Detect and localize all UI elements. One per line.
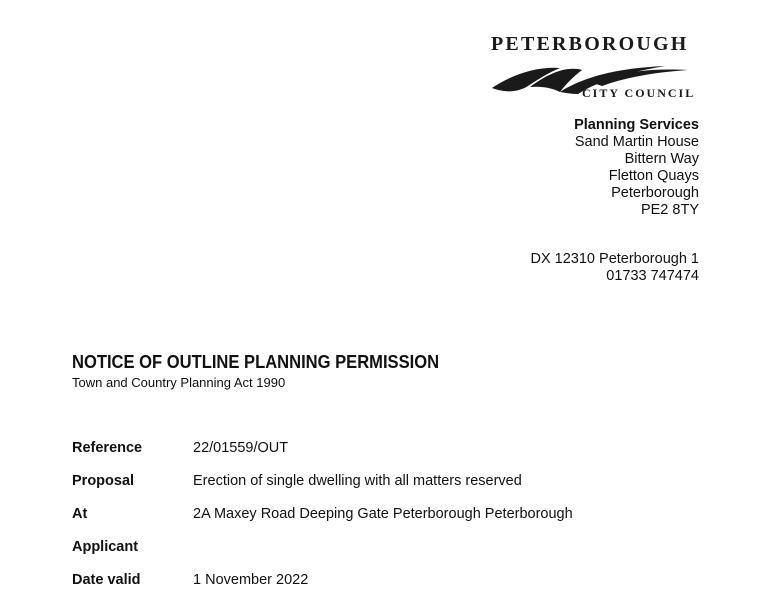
detail-value: 2A Maxey Road Deeping Gate Peterborough Peterborough bbox=[193, 506, 573, 522]
address-line: Fletton Quays bbox=[608, 168, 699, 184]
council-address bbox=[574, 117, 699, 219]
notice-title: NOTICE OF OUTLINE PLANNING PERMISSION bbox=[72, 352, 440, 372]
department-name: Planning Services bbox=[574, 117, 699, 133]
address-line: Peterborough bbox=[611, 185, 699, 201]
address-line: PE2 8TY bbox=[640, 202, 699, 218]
detail-label: Proposal bbox=[72, 473, 135, 489]
notice-subtitle: Town and Country Planning Act 1990 bbox=[72, 375, 286, 390]
address-line: Sand Martin House bbox=[574, 134, 699, 150]
phone-number: 01733 747474 bbox=[606, 268, 699, 284]
detail-value: 22/01559/OUT bbox=[193, 440, 289, 456]
detail-label: Date valid bbox=[72, 572, 141, 588]
detail-label: Reference bbox=[72, 440, 143, 456]
council-contact bbox=[531, 251, 700, 285]
address-line: Bittern Way bbox=[624, 151, 699, 167]
detail-value: Erection of single dwelling with all matters reserved bbox=[193, 473, 522, 489]
council-logo-subtitle: CITY COUNCIL bbox=[582, 86, 696, 100]
detail-label: Applicant bbox=[72, 539, 139, 555]
dx-number: DX 12310 Peterborough 1 bbox=[530, 251, 699, 267]
detail-label: At bbox=[72, 506, 88, 522]
council-logo-name: PETERBOROUGH bbox=[491, 33, 689, 55]
detail-value: 1 November 2022 bbox=[193, 572, 309, 588]
